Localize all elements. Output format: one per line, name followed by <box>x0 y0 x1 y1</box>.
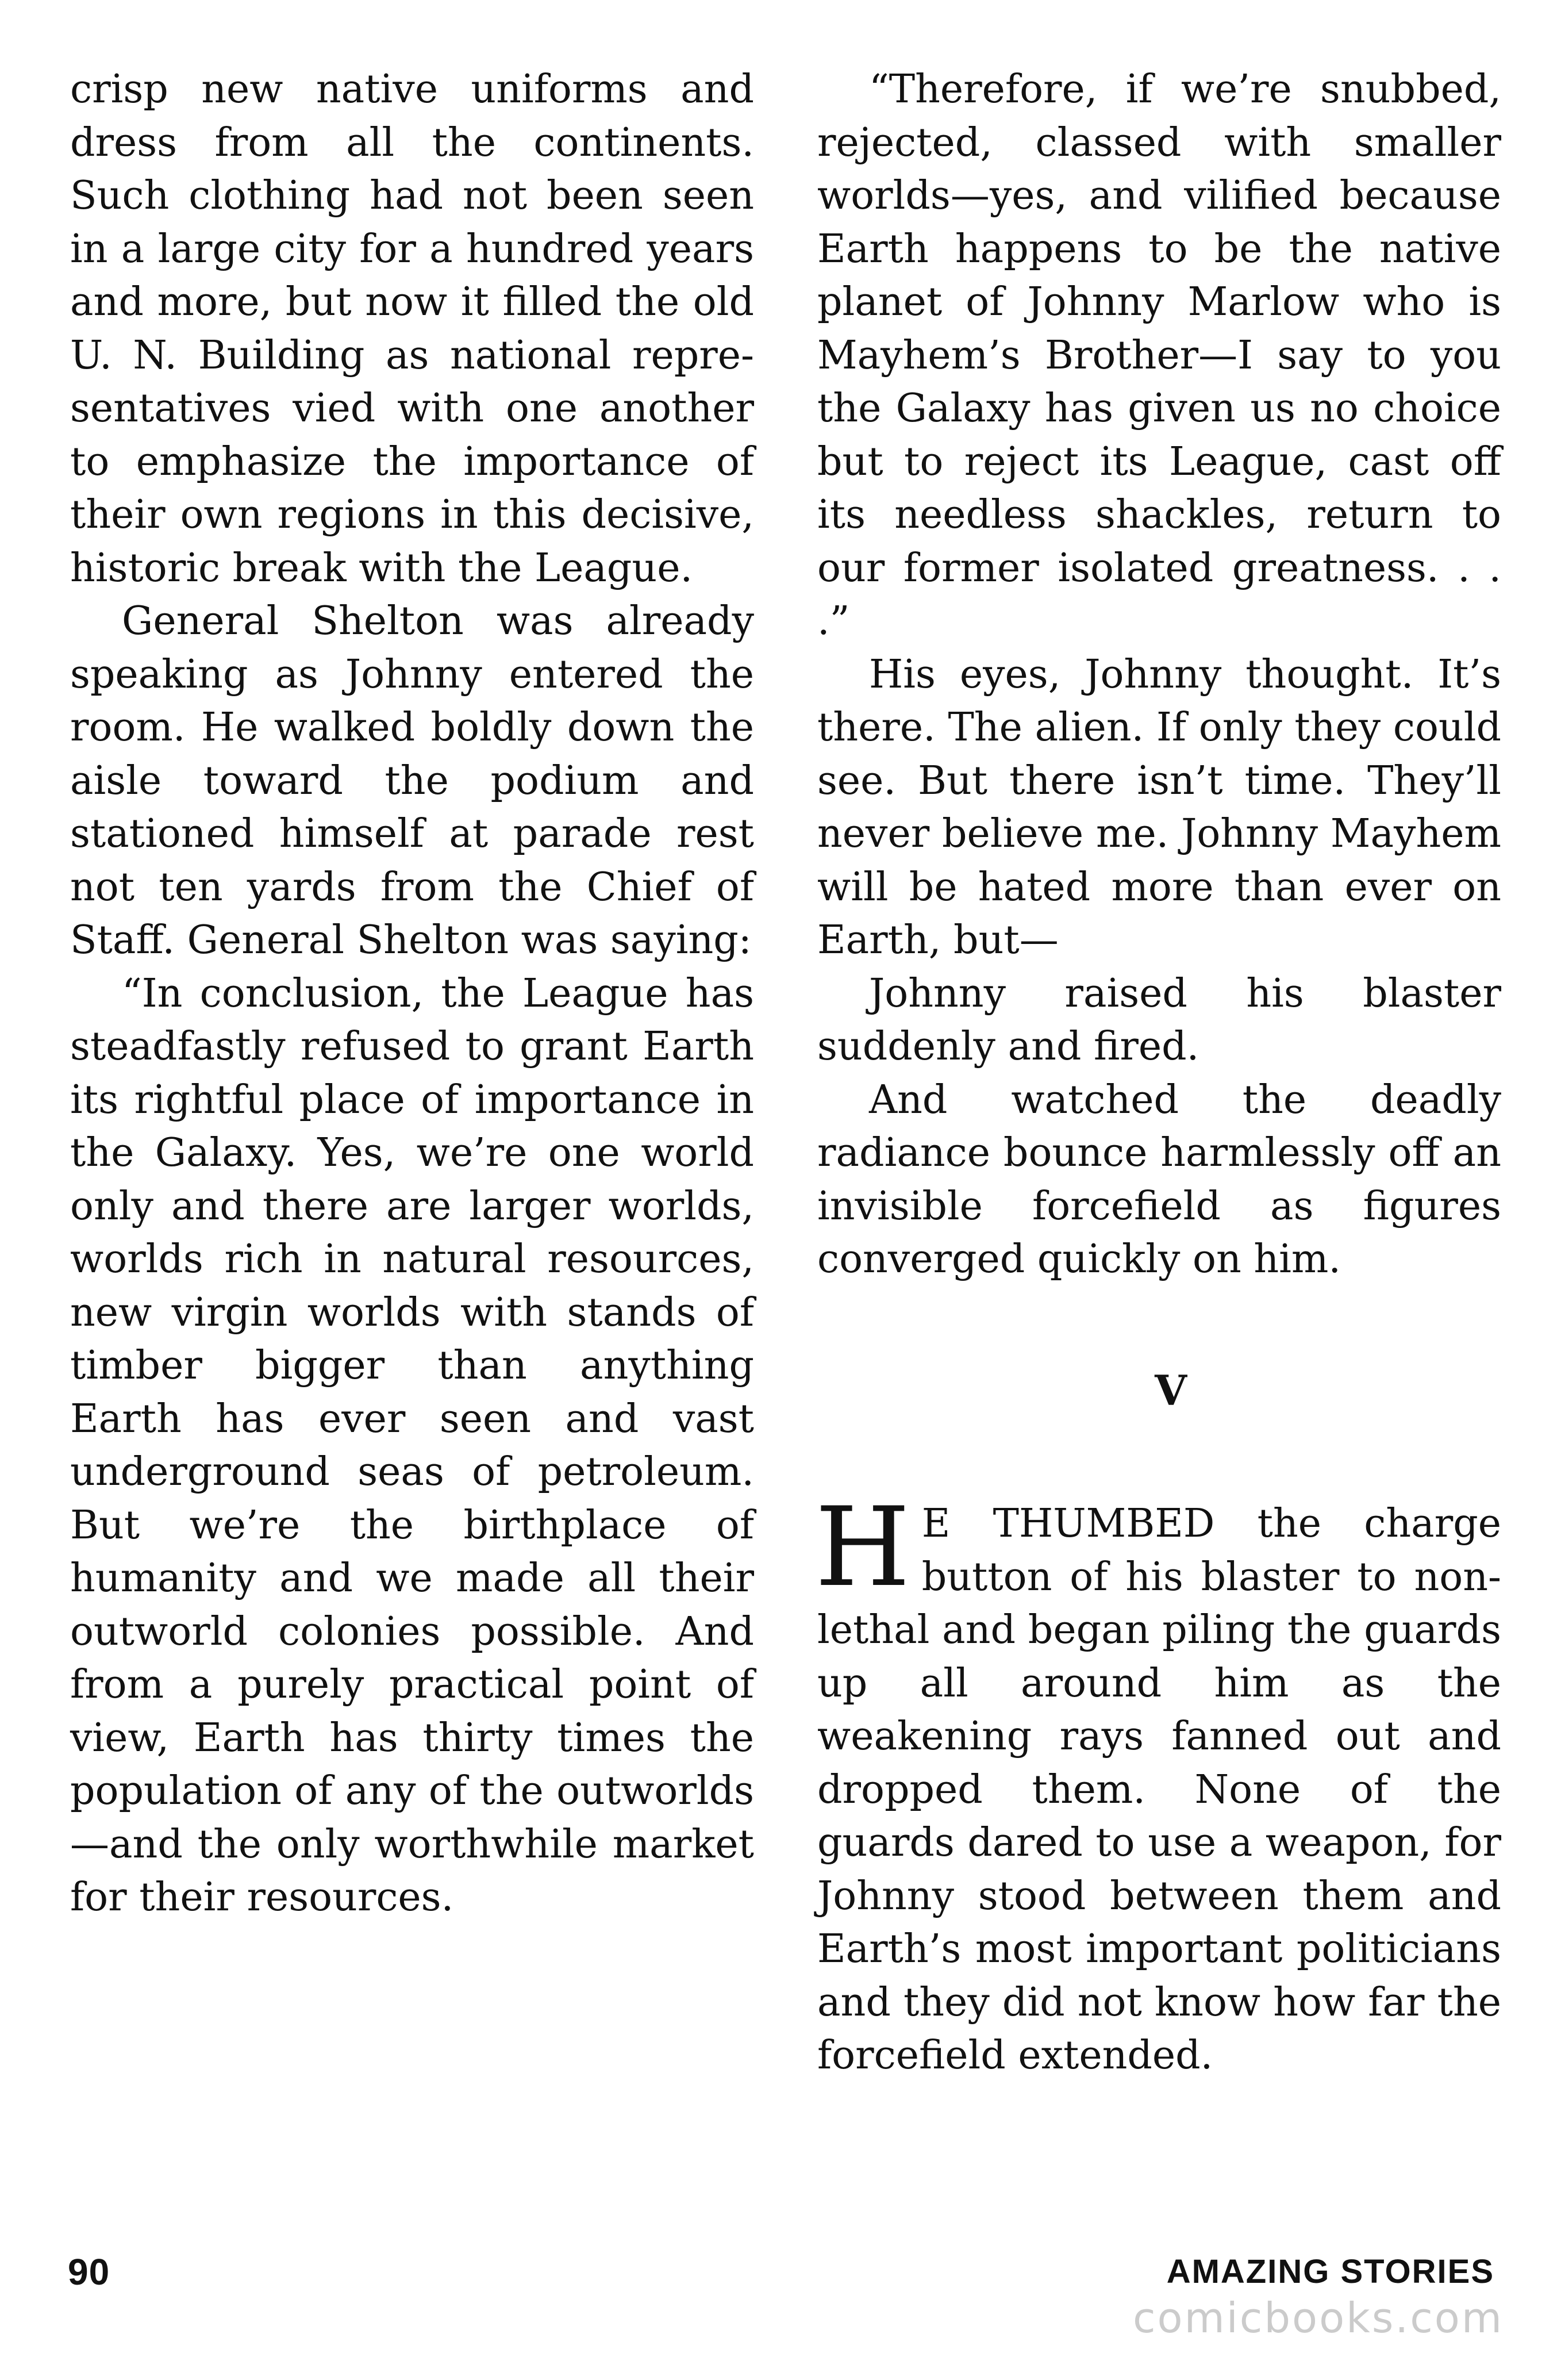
page-number: 90 <box>68 2251 110 2293</box>
drop-cap-letter: H <box>815 1484 910 1611</box>
watermark: comicbooks.com <box>1132 2294 1504 2342</box>
paragraph: “In conclusion, the League has steadfastly refused to grant Earth its rightful place of importance in the Galaxy. Yes, we’re one world only and there are larger worlds, worlds rich in natural resources, new virgin worlds with stands of timber bigger than anything Earth has ever seen and vast underground seas of petroleum. But we’re the birthplace of humanity and we made all their outworld colonies possible. And from a purely practical point of view, Earth has thirty times the population of any of the outworlds—and the only worthwhile market for their resources. <box>70 970 754 1920</box>
right-column <box>817 63 1501 2083</box>
paragraph: crisp new native uniforms and dress from all the continents. Such clothing had not been seen in a large city for a hundred years and more, but now it filled the old U. N. Building as national representatives vied with one another to emphasize the importance of their own regions in this decisive, historic break with the League. <box>70 67 754 591</box>
paragraph: Johnny raised his blaster suddenly and fired. <box>817 970 1501 1069</box>
paragraph: “Therefore, if we’re snubbed, rejected, classed with smaller worlds—yes, and vilified because Earth happens to be the native planet of Johnny Marlow who is Mayhem’s Brother—I say to you the Galaxy has given us no choice but to reject its League, cast off its needless shackles, return to our former isolated greatness. . . .” <box>817 67 1501 644</box>
magazine-title: AMAZING STORIES <box>1166 2253 1494 2290</box>
dropcap-paragraph-text: E THUMBED the charge button of his blaster to non-lethal and began piling the guards up all around him as the weakening rays fanned out and dropped them. None of the guards dared to use a weapon, for Johnny stood between them and Earth’s most important politicians and they did not know how far the forcefield extended. <box>817 1501 1501 2078</box>
dropcap-paragraph <box>815 1484 1501 2083</box>
paragraph: His eyes, Johnny thought. It’s there. The alien. If only they could see. But there isn’t time. They’ll never believe me. Johnny Mayhem will be hated more than ever on Earth, but— <box>817 651 1501 963</box>
paragraph: General Shelton was already speaking as Johnny entered the room. He walked boldly down the aisle toward the podium and stationed himself at parade rest not ten yards from the Chief of Staff. General Shelton was saying: <box>70 598 754 963</box>
left-column <box>70 63 754 1925</box>
section-heading: V <box>1155 1365 1187 1415</box>
paragraph: And watched the deadly radiance bounce harmlessly off an invisible forcefield as figures converged quickly on him. <box>817 1077 1501 1282</box>
